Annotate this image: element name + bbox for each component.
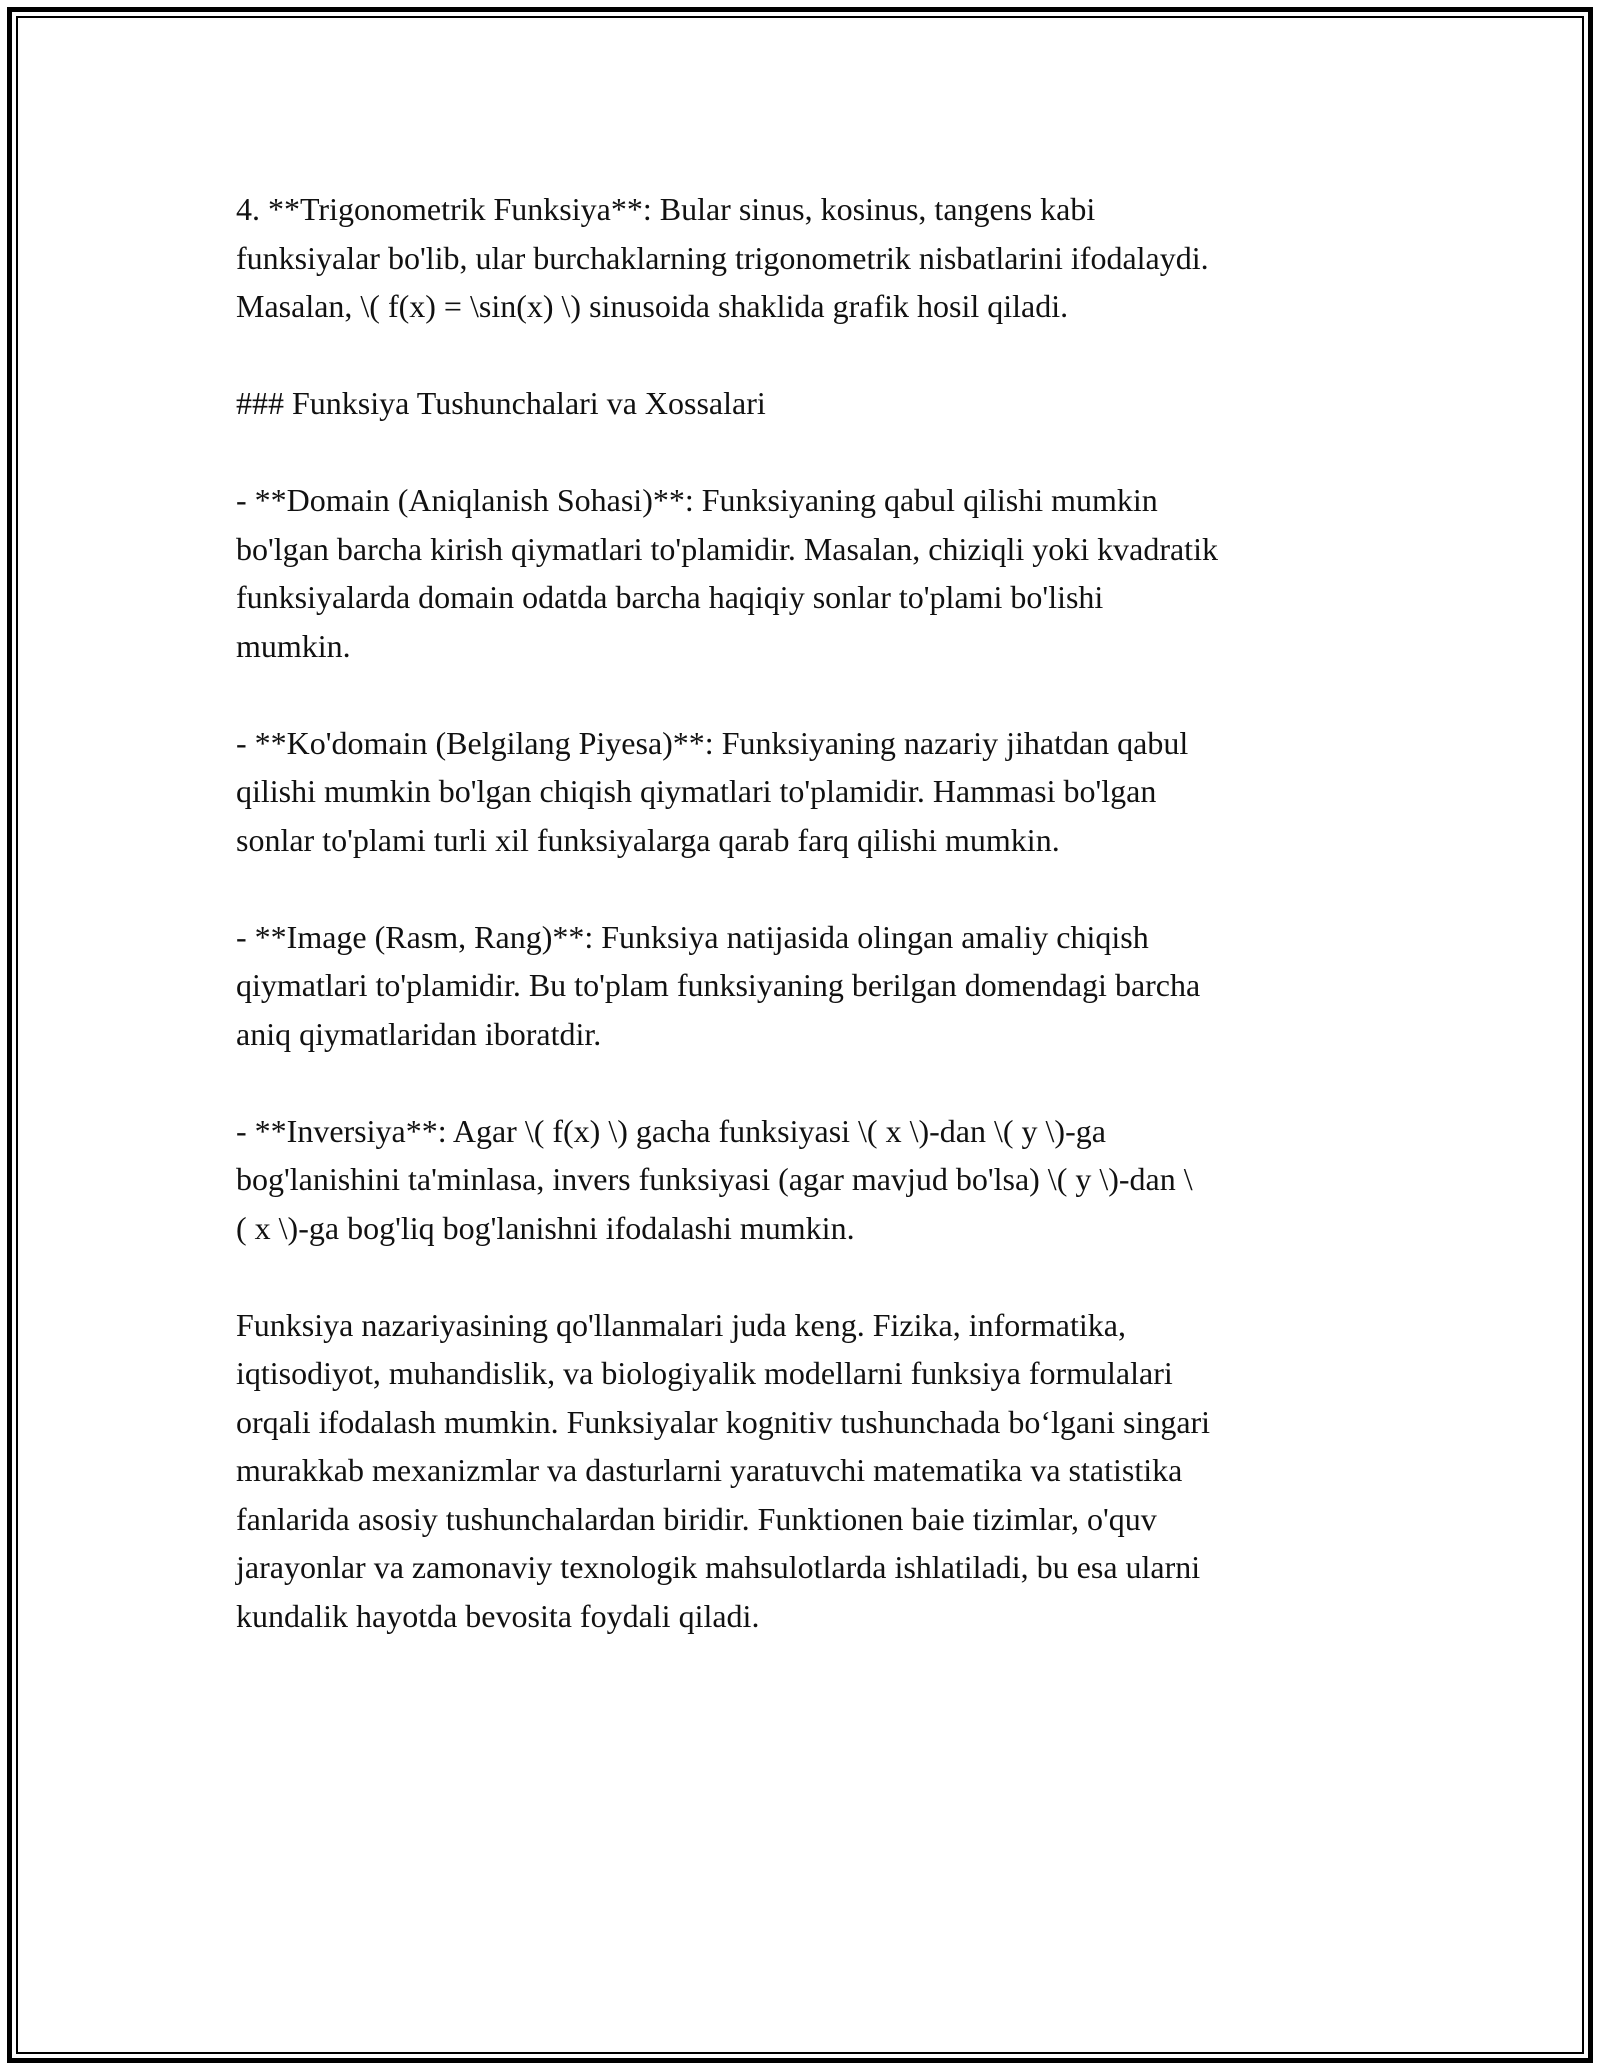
text-line: iqtisodiyot, muhandislik, va biologiyalik modellarni funksiya formulalari (236, 1355, 1173, 1391)
trigonometric-function-item (236, 185, 1376, 331)
text-line: sonlar to'plami turli xil funksiyalarga qarab farq qilishi mumkin. (236, 821, 1060, 858)
text-line: - **Inversiya**: Agar \( f(x) \) gacha funksiyasi \( x \)-dan \( y \)-ga (236, 1112, 1106, 1149)
text-line: murakkab mexanizmlar va dasturlarni yaratuvchi matematika va statistika (236, 1452, 1183, 1488)
closing-paragraph (236, 1301, 1376, 1641)
heading-line: ### Funksiya Tushunchalari va Xossalari (236, 385, 766, 421)
text-line: ( x \)-ga bog'liq bog'lanishni ifodalashi mumkin. (236, 1209, 855, 1246)
text-line: Masalan, \( f(x) = \sin(x) \) sinusoida shaklida grafik hosil qiladi. (236, 288, 1069, 324)
document-body (236, 185, 1376, 1689)
text-line: - **Domain (Aniqlanish Sohasi)**: Funksiyaning qabul qilishi mumkin (236, 482, 1158, 518)
domain-item (236, 476, 1376, 670)
text-line: aniq qiymatlaridan iboratdir. (236, 1015, 602, 1052)
text-line: bo'lgan barcha kirish qiymatlari to'plamidir. Masalan, chiziqli yoki kvadratik (236, 530, 1218, 567)
text-line: - **Image (Rasm, Rang)**: Funksiya natijasida olingan amaliy chiqish (236, 918, 1149, 955)
text-line: fanlarida asosiy tushunchalardan biridir. Funktionen baie tizimlar, o'quv (236, 1500, 1157, 1537)
text-line: funksiyalar bo'lib, ular burchaklarning trigonometrik nisbatlarini ifodalaydi. (236, 239, 1209, 276)
text-line: kundalik hayotda bevosita foydali qiladi. (236, 1597, 760, 1634)
section-heading (236, 379, 1376, 428)
text-line: 4. **Trigonometrik Funksiya**: Bular sinus, kosinus, tangens kabi (236, 191, 1096, 227)
inverse-item (236, 1107, 1376, 1253)
text-line: mumkin. (236, 627, 351, 664)
text-line: jarayonlar va zamonaviy texnologik mahsulotlarda ishlatiladi, bu esa ularni (236, 1549, 1201, 1585)
text-line: - **Ko'domain (Belgilang Piyesa)**: Funksiyaning nazariy jihatdan qabul (236, 724, 1189, 761)
image-item (236, 913, 1376, 1059)
text-line: Funksiya nazariyasining qo'llanmalari juda keng. Fizika, informatika, (236, 1306, 1126, 1343)
text-line: bog'lanishini ta'minlasa, invers funksiyasi (agar mavjud bo'lsa) \( y \)-dan \ (236, 1161, 1193, 1197)
text-line: orqali ifodalash mumkin. Funksiyalar kognitiv tushunchada bo‘lgani singari (236, 1403, 1211, 1440)
text-line: funksiyalarda domain odatda barcha haqiqiy sonlar to'plami bo'lishi (236, 579, 1104, 615)
text-line: qilishi mumkin bo'lgan chiqish qiymatlari to'plamidir. Hammasi bo'lgan (236, 773, 1157, 809)
codomain-item (236, 719, 1376, 865)
text-line: qiymatlari to'plamidir. Bu to'plam funksiyaning berilgan domendagi barcha (236, 967, 1201, 1003)
